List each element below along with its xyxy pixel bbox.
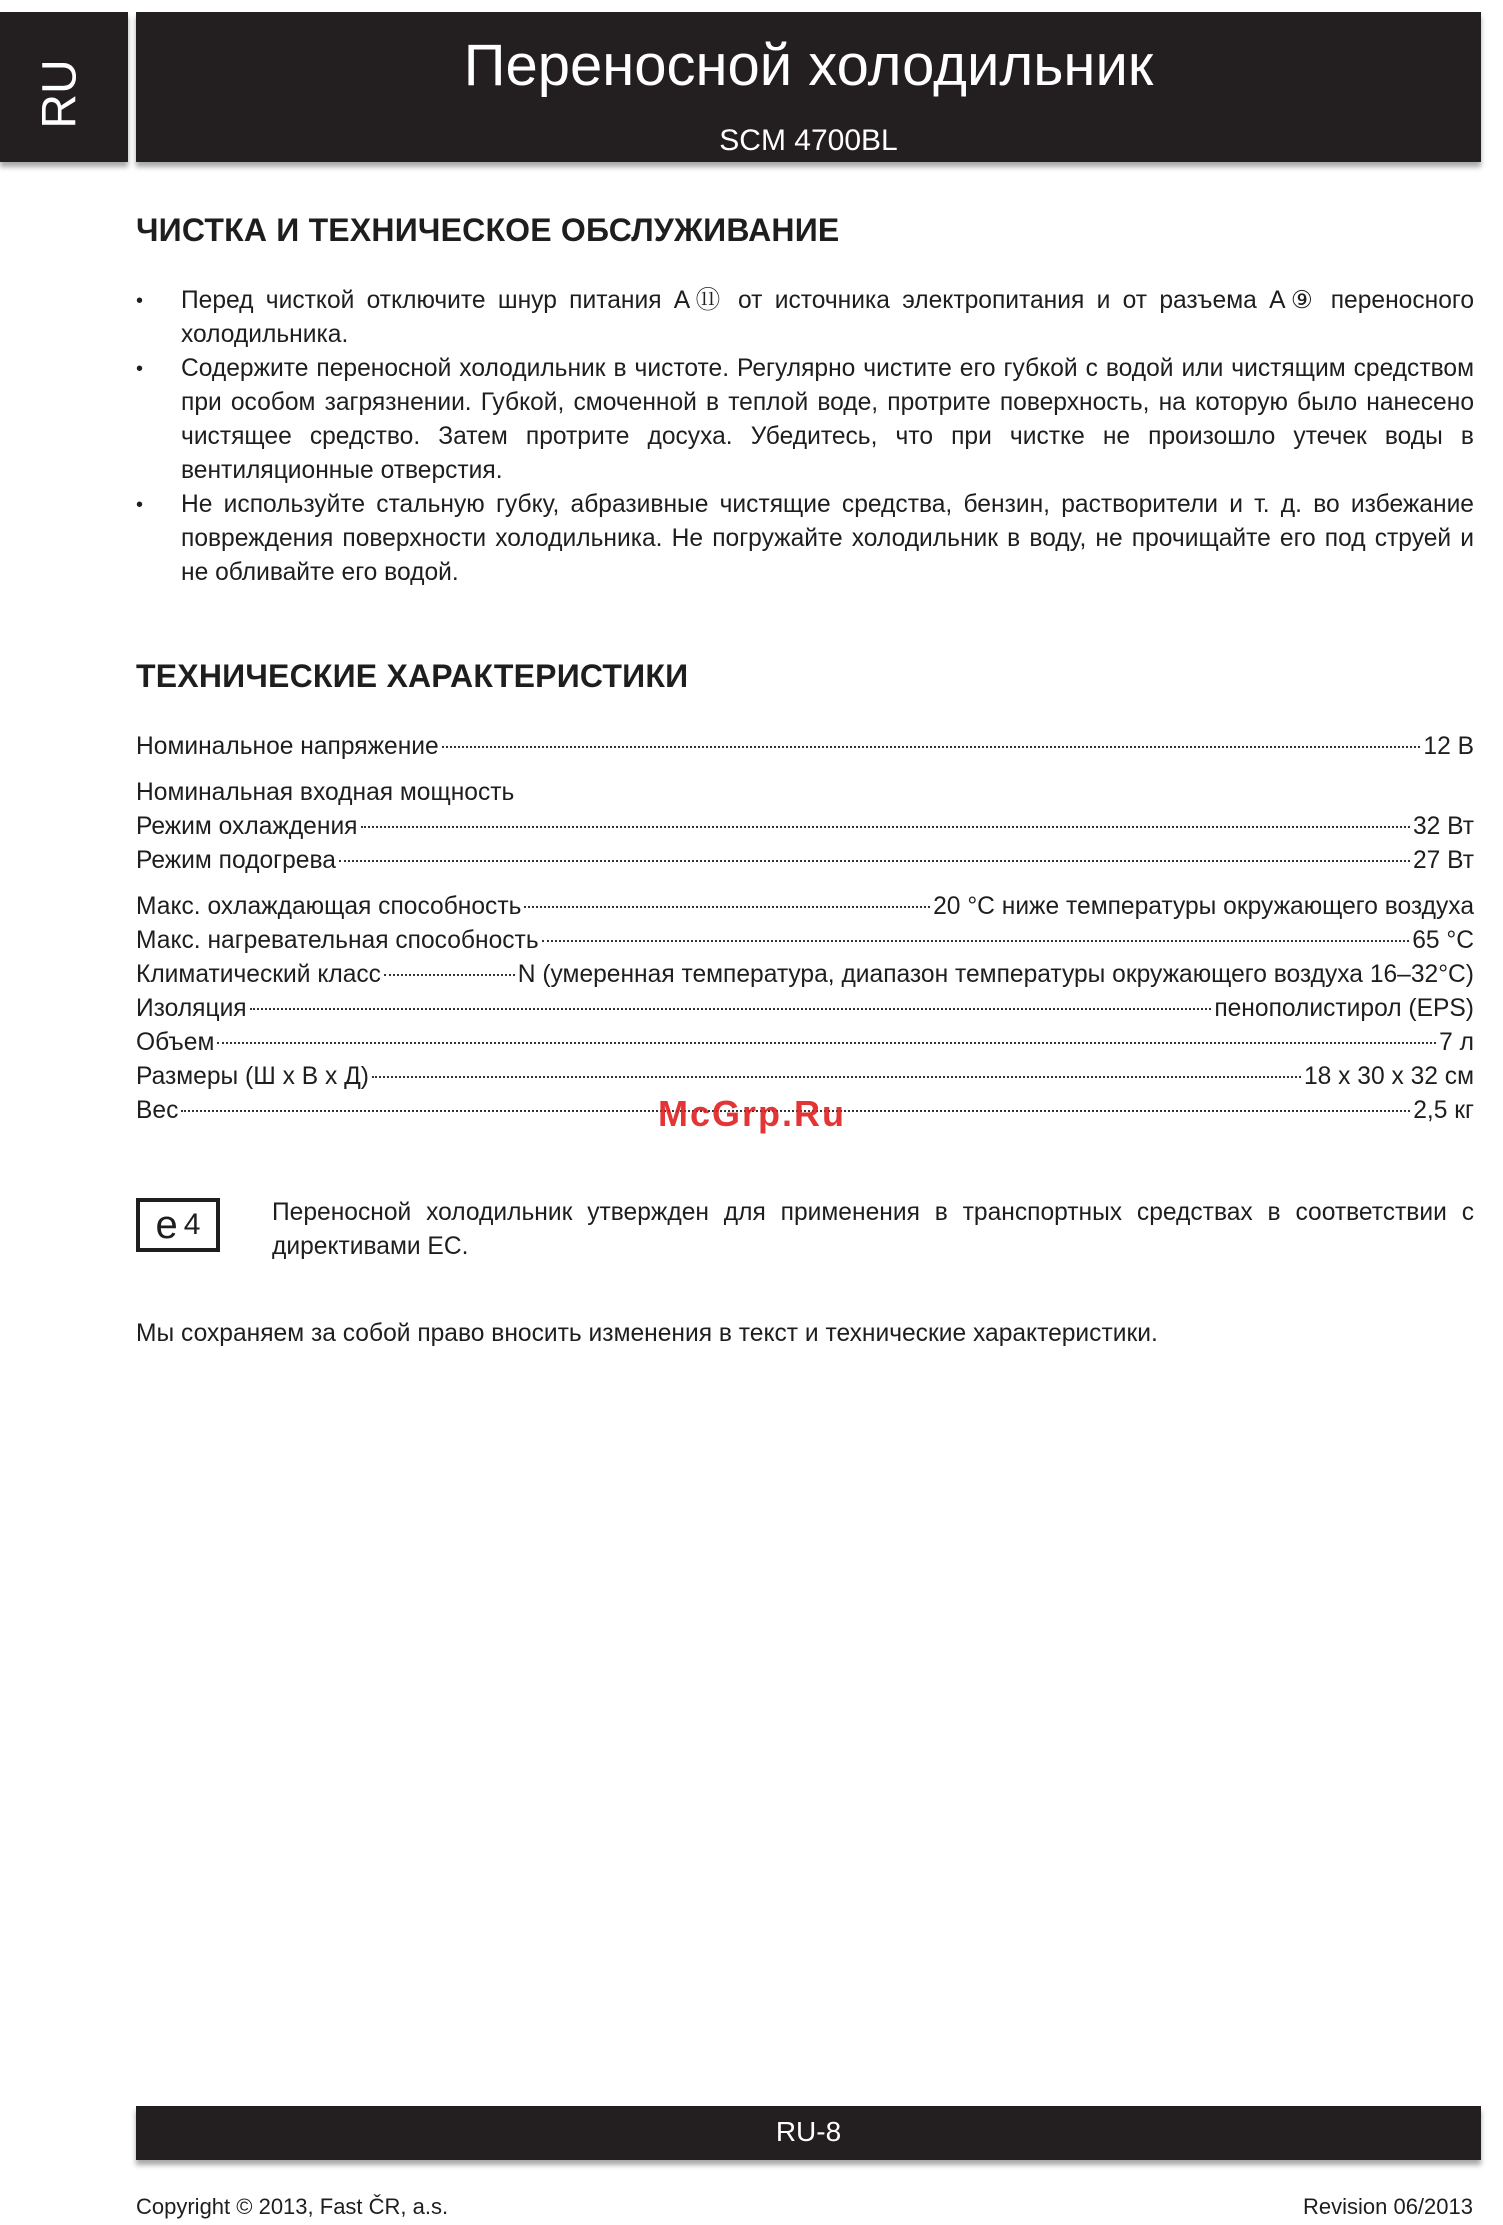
spec-row-max-cooling	[136, 890, 1474, 924]
spec-value: 18 x 30 x 32 см	[1303, 1063, 1474, 1090]
spec-label: Номинальное напряжение	[136, 733, 439, 760]
spec-label: Режим подогрева	[136, 847, 336, 874]
specs-table	[136, 730, 1474, 1128]
e4-approval-mark	[136, 1198, 220, 1252]
spec-group-label: Номинальная входная мощность	[136, 779, 515, 806]
dot-leader	[524, 906, 930, 908]
dot-leader	[384, 974, 515, 976]
list-item: • Перед чисткой отключите шнур питания A⑪ от источника электропитания и от разъема A⑨ переносного холодильника.	[136, 284, 1474, 352]
e4-mark-letter: e	[155, 1203, 178, 1247]
spec-value: N (умеренная температура, диапазон температуры окружающего воздуха 16–32°C)	[517, 961, 1474, 988]
footer-bar	[136, 2106, 1481, 2160]
dot-leader	[250, 1008, 1212, 1010]
page-number: RU-8	[775, 2116, 842, 2147]
dot-leader	[542, 940, 1410, 942]
spec-label: Вес	[136, 1097, 179, 1124]
spec-value: 7 л	[1439, 1029, 1474, 1056]
spec-row-volume	[136, 1026, 1474, 1060]
spec-row-dimensions	[136, 1060, 1474, 1094]
spec-value: пенополистирол (EPS)	[1214, 995, 1474, 1022]
spec-power-heading	[136, 776, 1474, 810]
spec-label: Макс. нагревательная способность	[136, 927, 539, 954]
dot-leader	[372, 1076, 1301, 1078]
spec-label: Режим охлаждения	[136, 813, 358, 840]
header-bar	[136, 12, 1481, 162]
spec-label: Объем	[136, 1029, 215, 1056]
spec-label: Климатический класс	[136, 961, 381, 988]
cleaning-list	[136, 284, 1474, 590]
spec-row-voltage	[136, 730, 1474, 764]
page-title: Переносной холодильник	[463, 33, 1154, 98]
model-number: SCM 4700BL	[719, 124, 898, 157]
spec-label: Размеры (Ш x В x Д)	[136, 1063, 369, 1090]
spec-value: 27 Вт	[1412, 847, 1474, 874]
language-tab-label: RU	[33, 59, 87, 129]
spec-label: Макс. охлаждающая способность	[136, 893, 522, 920]
approval-text: Переносной холодильник утвержден для применения в транспортных средствах в соответствии с директивами ЕС.	[272, 1199, 1474, 1260]
list-item: • Содержите переносной холодильник в чистоте. Регулярно чистите его губкой с водой или чистящим средством при особом загрязнении. Губкой, смоченной в теплой воде, протрите поверхность, на которую было нанесено чистящее средство. Затем протрите досуха. Убедитесь, что при чистке не произошло утечек воды в вентиляционные отверстия.	[136, 352, 1474, 488]
spec-label: Изоляция	[136, 995, 247, 1022]
dot-leader	[442, 746, 1421, 748]
language-tab	[0, 12, 128, 162]
dot-leader	[217, 1042, 1436, 1044]
spec-row-max-heating	[136, 924, 1474, 958]
dot-leader	[339, 860, 1410, 862]
spec-value: 12 В	[1423, 733, 1474, 760]
list-item: • Не используйте стальную губку, абразивные чистящие средства, бензин, растворители и т. д. во избежание повреждения поверхности холодильника. Не погружайте холодильник в воду, не прочищайте его под струей и не обливайте его водой.	[136, 488, 1474, 590]
disclaimer-text: Мы сохраняем за собой право вносить изменения в текст и технические характеристики.	[136, 1320, 1158, 1347]
dot-leader	[361, 826, 1410, 828]
spec-row-climate-class	[136, 958, 1474, 992]
revision-text: Revision 06/2013	[1302, 2194, 1473, 2219]
copyright-text: Copyright © 2013, Fast ČR, a.s.	[136, 2194, 449, 2219]
spec-value: 32 Вт	[1412, 813, 1474, 840]
spec-value: 65 °C	[1412, 927, 1474, 954]
cleaning-heading: ЧИСТКА И ТЕХНИЧЕСКОЕ ОБСЛУЖИВАНИЕ	[136, 212, 840, 248]
spec-value: 20 °C ниже температуры окружающего воздуха	[933, 893, 1474, 920]
specs-heading: ТЕХНИЧЕСКИЕ ХАРАКТЕРИСТИКИ	[136, 658, 689, 694]
spec-row-heating	[136, 844, 1474, 878]
e4-mark-number: 4	[183, 1208, 201, 1241]
watermark: McGrp.Ru	[658, 1093, 847, 1134]
spec-row-insulation	[136, 992, 1474, 1026]
spec-value: 2,5 кг	[1413, 1097, 1474, 1124]
spec-row-cooling	[136, 810, 1474, 844]
